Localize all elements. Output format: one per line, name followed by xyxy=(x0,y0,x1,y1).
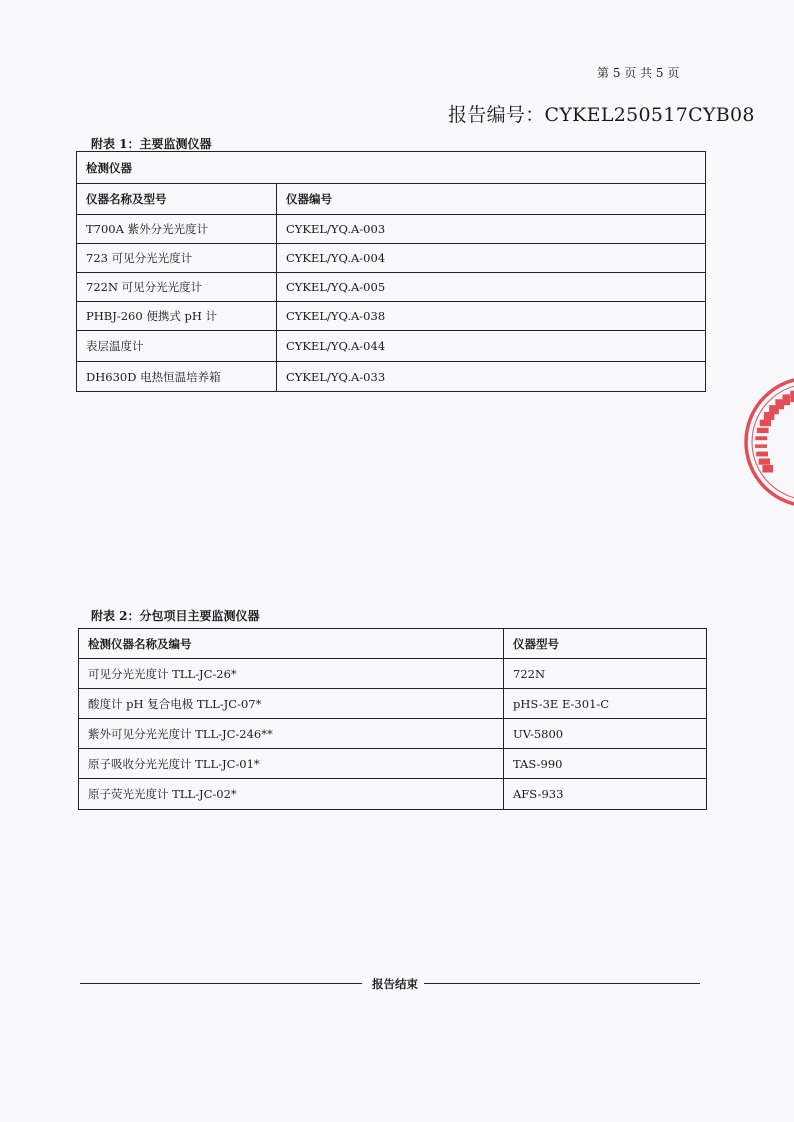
monitoring-instruments-table xyxy=(76,151,706,392)
table-row xyxy=(79,719,707,749)
seal-character-mark xyxy=(783,394,791,405)
table-row xyxy=(79,659,707,689)
table2-caption: 附表 2：分包项目主要监测仪器 xyxy=(91,609,260,623)
table1-title: 检测仪器 xyxy=(77,152,706,184)
table-row xyxy=(77,362,706,392)
table-cell: PHBJ-260 便携式 pH 计 xyxy=(77,302,277,331)
table-cell: 722N 可见分光光度计 xyxy=(77,273,277,302)
table2-header-name: 检测仪器名称及编号 xyxy=(79,629,504,659)
seal-graphic xyxy=(738,372,794,512)
table-row xyxy=(77,331,706,362)
table-cell: CYKEL/YQ.A-003 xyxy=(277,215,706,244)
table-cell: CYKEL/YQ.A-004 xyxy=(277,244,706,273)
subcontract-instruments-table xyxy=(78,628,707,810)
table-row xyxy=(77,273,706,302)
table-row xyxy=(77,215,706,244)
table1-header-name: 仪器名称及型号 xyxy=(77,184,277,215)
report-end-divider xyxy=(80,976,700,992)
table-cell: AFS-933 xyxy=(504,779,707,810)
report-number: 报告编号：CYKEL250517CYB08 xyxy=(448,104,755,126)
table-cell: pHS-3E E-301-C xyxy=(504,689,707,719)
red-seal-stamp xyxy=(738,372,794,512)
seal-character-mark xyxy=(760,420,771,427)
seal-character-mark xyxy=(790,391,794,402)
table-cell: DH630D 电热恒温培养箱 xyxy=(77,362,277,392)
table-cell: 表层温度计 xyxy=(77,331,277,362)
seal-character-mark xyxy=(757,428,769,433)
table-cell: 原子吸收分光光度计 TLL-JC-01* xyxy=(79,749,504,779)
seal-character-mark xyxy=(762,465,773,473)
report-end-text: 报告结束 xyxy=(372,977,418,991)
table-row xyxy=(79,689,707,719)
table-cell: CYKEL/YQ.A-005 xyxy=(277,273,706,302)
seal-character-mark xyxy=(759,458,770,464)
table-cell: UV-5800 xyxy=(504,719,707,749)
table-cell: 可见分光光度计 TLL-JC-26* xyxy=(79,659,504,689)
divider-line-left xyxy=(80,983,362,984)
table-cell: 原子荧光光度计 TLL-JC-02* xyxy=(79,779,504,810)
seal-character-mark xyxy=(755,436,767,440)
seal-character-mark xyxy=(755,444,767,447)
table-cell: 酸度计 pH 复合电极 TLL-JC-07* xyxy=(79,689,504,719)
table-cell: 紫外可见分光光度计 TLL-JC-246** xyxy=(79,719,504,749)
table-cell: CYKEL/YQ.A-033 xyxy=(277,362,706,392)
table-cell: T700A 紫外分光光度计 xyxy=(77,215,277,244)
table-row xyxy=(77,244,706,273)
divider-line-right xyxy=(424,983,700,984)
table-cell: CYKEL/YQ.A-044 xyxy=(277,331,706,362)
table-row xyxy=(79,749,707,779)
table-cell: 723 可见分光光度计 xyxy=(77,244,277,273)
page-number: 第 5 页 共 5 页 xyxy=(597,66,680,80)
seal-character-mark xyxy=(756,452,768,457)
table2-header-model: 仪器型号 xyxy=(504,629,707,659)
table1-caption: 附表 1：主要监测仪器 xyxy=(91,137,212,151)
table-cell: TAS-990 xyxy=(504,749,707,779)
table-row xyxy=(77,302,706,331)
table-cell: CYKEL/YQ.A-038 xyxy=(277,302,706,331)
table1-header-id: 仪器编号 xyxy=(277,184,706,215)
table-row xyxy=(79,779,707,810)
table-cell: 722N xyxy=(504,659,707,689)
